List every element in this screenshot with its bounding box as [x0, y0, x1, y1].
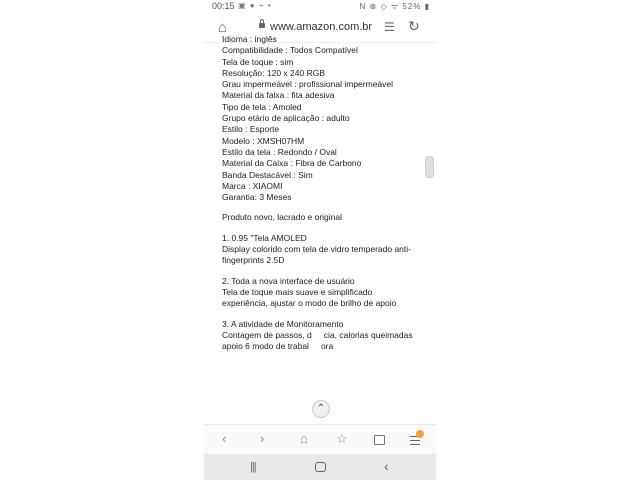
status-time: 00:15	[212, 1, 235, 11]
feature-2-title: 2. Toda a nova interface de usuário	[222, 275, 355, 286]
spec-line: Idioma : inglês	[222, 34, 277, 44]
phone-screen	[204, 0, 436, 480]
bookmark-star-icon[interactable]: ☆	[336, 431, 348, 446]
spec-line: Grupo etário de aplicação : adulto	[222, 113, 350, 124]
spec-line: Tela de toque : sim	[222, 56, 294, 67]
spec-list	[222, 34, 428, 203]
spec-line: Estilo : Esporte	[222, 124, 280, 135]
feature-3-body-2: apoio 6 modo de trabal ora	[222, 341, 334, 352]
forward-arrow-icon[interactable]: ›	[260, 431, 265, 446]
scrollbar-thumb[interactable]	[425, 156, 434, 178]
home-icon[interactable]: ⌂	[300, 431, 308, 446]
status-bar	[204, 0, 436, 13]
feature-3-body-1: Contagem de passos, d cia, calorias queimadas	[222, 329, 413, 340]
spec-line: Marca : XIAOMI	[222, 180, 283, 191]
recents-icon[interactable]: |||	[250, 461, 256, 473]
page-content	[222, 34, 428, 352]
spec-line: Resolução: 120 x 240 RGB	[222, 67, 326, 78]
feature-1-body: Display colorido com tela de vidro temperado anti-fingerprints 2.5D	[222, 244, 411, 266]
spec-line: Estilo da tela : Redondo / Oval	[222, 146, 337, 157]
spec-line: Banda Destacável : Sim	[222, 169, 313, 180]
feature-3-title: 3. A atividade de Monitoramento	[222, 318, 344, 329]
tabs-icon[interactable]	[374, 435, 385, 445]
lock-icon	[259, 23, 265, 28]
spec-line: Compatibilidade : Todos Compatível	[222, 45, 358, 56]
back-arrow-icon[interactable]: ‹	[222, 431, 227, 446]
browser-toolbar	[204, 424, 436, 455]
home-icon[interactable]: ⌂	[218, 19, 228, 36]
feature-2-body-2: experiência, ajustar o modo de brilho de apoio	[222, 298, 397, 309]
nav-back-icon[interactable]: ‹	[384, 458, 389, 474]
spec-line: Modelo : XMSH07HM	[222, 135, 305, 146]
feature-1-title: 1. 0.95 "Tela AMOLED	[222, 232, 307, 243]
product-note: Produto novo, lacrado e original	[222, 212, 343, 223]
url-text[interactable]: www.amazon.com.br	[270, 21, 373, 33]
spec-line: Grau impermeável : profissional impermeável	[222, 79, 394, 90]
reader-mode-icon[interactable]: ☰	[384, 20, 395, 34]
spec-line: Material da faixa : fita adesiva	[222, 90, 335, 101]
spec-line: Tipo de tela : Amoled	[222, 101, 302, 112]
android-nav-bar	[204, 454, 436, 480]
spec-line: Garantia: 3 Meses	[222, 192, 292, 203]
nav-home-icon[interactable]	[315, 462, 326, 472]
scroll-up-button[interactable]: ⌃	[312, 400, 330, 418]
reload-icon[interactable]: ↻	[408, 18, 420, 34]
notification-icons: ▣ ● ⌁ •	[238, 1, 272, 10]
notification-badge	[416, 430, 424, 438]
feature-2-body-1: Tela de toque mais suave e simplificado	[222, 286, 373, 297]
spec-line: Material da Caixa : Fibra de Carbono	[222, 158, 362, 169]
system-status-icons: N ⊗ ◇ ᯤ 52% ▮	[359, 2, 430, 11]
